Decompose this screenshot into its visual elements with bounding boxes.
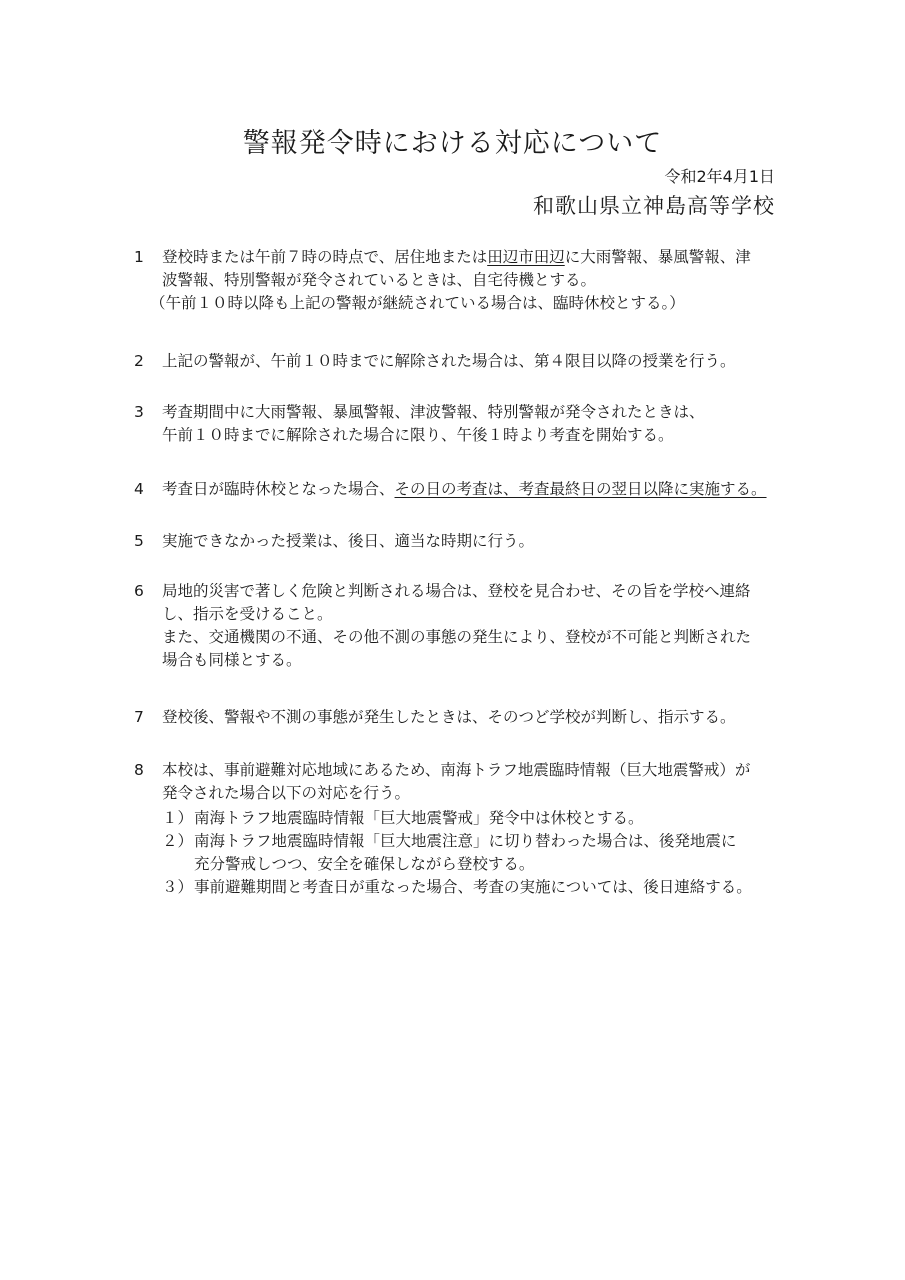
list-item-2 [134,350,794,373]
item-line: 場合も同様とする。 [162,651,302,669]
item-text: 考査日が臨時休校となった場合、 [162,480,395,498]
item-body [162,401,794,447]
sub-item-3 [162,876,794,899]
item-line: 登校後、警報や不測の事態が発生したときは、そのつど学校が判断し、指示する。 [162,708,736,726]
item-line: また、交通機関の不通、その他不測の事態の発生により、登校が不可能と判断された [162,628,752,646]
list-item-5 [134,530,794,553]
item-line [162,478,794,501]
item-number: 8 [134,761,144,779]
item-number: 5 [134,532,144,550]
item-line: 午前１０時までに解除された場合に限り、午後１時より考査を開始する。 [162,426,674,444]
item-body [162,350,794,373]
underlined-text: その日の考査は、考査最終日の翌日以降に実施する。 [394,480,767,498]
item-line: 局地的災害で著しく危険と判断される場合は、登校を見合わせ、その旨を学校へ連絡 [162,582,751,600]
school-name: 和歌山県立神島高等学校 [533,194,775,218]
item-text: に大雨警報、暴風警報、津 [564,248,751,266]
sub-item-line: 南海トラフ地震臨時情報「巨大地震警戒」発令中は休校とする。 [194,809,644,827]
item-line: 上記の警報が、午前１０時までに解除された場合は、第４限目以降の授業を行う。 [162,352,736,370]
list-item-7 [134,706,794,729]
item-line: 波警報、特別警報が発令されているときは、自宅待機とする。 [162,271,597,289]
item-body [150,246,794,315]
sub-item-line: 南海トラフ地震臨時情報「巨大地震注意」に切り替わった場合は、後発地震に [194,832,737,850]
item-number: 4 [134,480,144,498]
document-title: 警報発令時における対応について [242,128,663,159]
item-body [162,706,794,729]
sub-item-number: ３） [162,878,194,896]
list-item-1 [134,246,794,315]
item-line: し、指示を受けること。 [162,605,333,623]
list-item-3 [134,401,794,447]
item-number: 2 [134,352,144,370]
sub-item-1 [162,807,794,830]
list-item-8 [134,759,794,899]
sub-item-2 [162,830,794,876]
item-body [162,759,794,899]
item-body [162,478,794,501]
item-body [162,580,794,672]
underlined-text: 田辺市田辺 [487,248,565,266]
item-body [162,530,794,553]
item-line: 考査期間中に大雨警報、暴風警報、津波警報、特別警報が発令されたときは、 [162,403,705,421]
sub-item-number: ２） [162,832,194,850]
sub-item-line: 事前避難期間と考査日が重なった場合、考査の実施については、後日連絡する。 [194,878,752,896]
list-item-4 [134,478,794,501]
list-item-6 [134,580,794,672]
item-line: 本校は、事前避難対応地域にあるため、南海トラフ地震臨時情報（巨大地震警戒）が [162,761,751,779]
item-number: 7 [134,708,144,726]
item-number: 6 [134,582,144,600]
sub-item-line: 充分警戒しつつ、安全を確保しながら登校する。 [194,855,535,873]
sub-item-number: １） [162,809,194,827]
item-line: 実施できなかった授業は、後日、適当な時期に行う。 [162,532,535,550]
item-text: 登校時または午前７時の時点で、居住地または [162,248,488,266]
item-number: 1 [134,248,144,266]
issue-date: 令和2年4月1日 [664,167,775,186]
item-note: （午前１０時以降も上記の警報が継続されている場合は、臨時休校とする。） [150,294,685,312]
item-number: 3 [134,403,144,421]
item-line: 発令された場合以下の対応を行う。 [162,784,411,802]
item-line [162,246,794,269]
